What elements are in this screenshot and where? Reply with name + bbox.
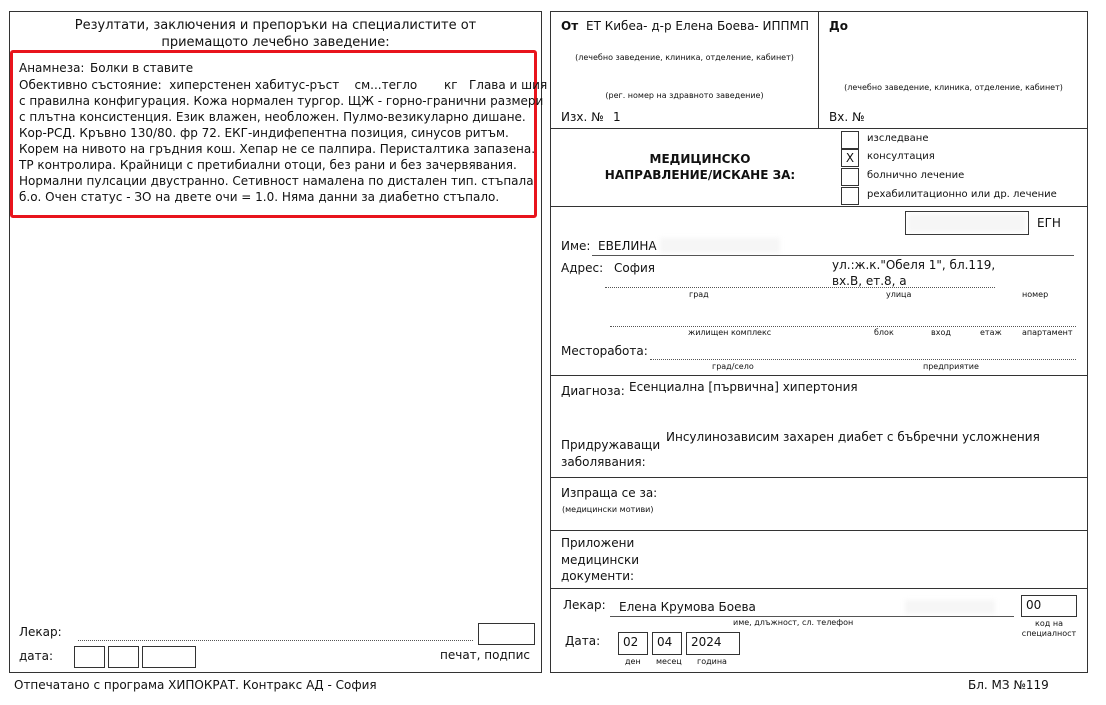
date-label: Дата: <box>565 634 601 648</box>
checkbox-consultation[interactable]: X <box>841 149 859 167</box>
left-date-day-box[interactable] <box>74 646 105 668</box>
option-consultation-label: консултация <box>867 151 935 162</box>
specialty-caption-line1: код на <box>1035 619 1063 628</box>
results-title-line1: Резултати, заключения и препоръки на специалистите от <box>74 18 477 33</box>
checkbox-examination[interactable] <box>841 131 859 149</box>
specialty-caption-line2: специалност <box>1021 629 1077 638</box>
diagnosis-value: Есенциална [първична] хипертония <box>629 380 858 394</box>
sent-for-caption: (медицински мотиви) <box>562 505 654 514</box>
cap-day: ден <box>625 657 641 666</box>
checkbox-rehabilitation[interactable] <box>841 187 859 205</box>
address-label: Адрес: <box>561 261 604 275</box>
status-line: с плътна консистенция. Език влажен, необложен. Пулмо-везикуларно дишане. <box>19 110 526 124</box>
cap-company: предприятие <box>923 362 979 371</box>
left-stamp-box <box>478 623 535 645</box>
name-value: ЕВЕЛИНА <box>598 239 657 253</box>
stamp-label: печат, подпис <box>440 648 531 662</box>
from-value: ЕТ Кибеа- д-р Елена Боева- ИППМП <box>586 19 809 33</box>
date-month-box[interactable]: 04 <box>652 632 682 655</box>
sent-for-label: Изпраща се за: <box>561 486 658 500</box>
checkbox-hospital-treatment[interactable] <box>841 168 859 186</box>
address-line <box>605 287 995 288</box>
attached-label-line3: документи: <box>561 569 635 583</box>
form-title-line1: МЕДИЦИНСКО <box>649 152 751 166</box>
address-city: София <box>614 261 655 275</box>
divider <box>550 128 1088 129</box>
left-date-year-box[interactable] <box>142 646 196 668</box>
divider <box>550 530 1088 531</box>
to-caption: (лечебно заведение, клиника, отделение, кабинет) <box>844 83 1063 92</box>
cap-town: град/село <box>712 362 754 371</box>
status-line: ТР контролира. Крайници с претибиални отоци, без рани и без зачервявания. <box>19 158 517 172</box>
doctor-underline <box>610 616 1014 617</box>
option-rehabilitation-label: рехабилитационно или др. лечение <box>867 189 1057 200</box>
doctor-value: Елена Крумова Боева <box>619 600 756 614</box>
egn-redacted <box>908 214 1026 232</box>
cap-apartment: апартамент <box>1022 328 1073 337</box>
anamnesis-label: Анамнеза: <box>19 61 85 75</box>
status-line: Корем на нивото на гръдния кош. Хепар не се палпира. Перисталтика запазена. <box>19 142 536 156</box>
comorbid-label-line2: заболявания: <box>561 455 646 469</box>
status-line: с правилна конфигурация. Кожа нормален тургор. ЩЖ - горно-гранични размери <box>19 94 544 108</box>
attached-label-line1: Приложени <box>561 536 635 550</box>
workplace-label: Месторабота: <box>561 344 648 358</box>
cap-city: град <box>689 290 709 299</box>
cap-complex: жилищен комплекс <box>688 328 772 337</box>
name-redacted <box>660 238 780 253</box>
status-line: Нормални пулсации двустранно. Сетивност намалена по дистален тип. стъпала <box>19 174 534 188</box>
address-street-line2: вх.В, ет.8, а <box>832 274 907 288</box>
left-doctor-label: Лекар: <box>19 625 62 639</box>
left-date-label: дата: <box>19 649 54 663</box>
from-caption: (лечебно заведение, клиника, отделение, кабинет) <box>575 53 794 62</box>
reg-caption: (рег. номер на здравното заведение) <box>605 91 764 100</box>
divider <box>550 588 1088 589</box>
option-examination-label: изследване <box>867 133 929 144</box>
name-underline <box>592 255 1074 256</box>
from-to-divider <box>818 11 819 128</box>
complex-line <box>610 326 1076 327</box>
printed-by-footer: Отпечатано с програма ХИПОКРАТ. Контракс АД - София <box>14 678 377 692</box>
cap-number: номер <box>1022 290 1049 299</box>
date-year-box[interactable]: 2024 <box>686 632 740 655</box>
cap-entrance: вход <box>931 328 951 337</box>
anamnesis-value: Болки в ставите <box>90 61 194 75</box>
address-street-line1: ул.:ж.к."Обеля 1", бл.119, <box>832 258 996 272</box>
out-no-label: Изх. № <box>561 110 604 124</box>
form-title-line2: НАПРАВЛЕНИЕ/ИСКАНЕ ЗА: <box>604 168 796 182</box>
comorbid-value: Инсулинозависим захарен диабет с бъбречни усложнения <box>666 430 1040 444</box>
date-day-box[interactable]: 02 <box>618 632 648 655</box>
cap-floor: етаж <box>980 328 1002 337</box>
status-line: Кор-РСД. Кръвно 130/80. фр 72. ЕКГ-индифепентна позиция, синусов ритъм. <box>19 126 509 140</box>
specialty-code-box[interactable]: 00 <box>1021 595 1077 617</box>
workplace-line <box>650 359 1076 360</box>
to-label: До <box>829 19 848 33</box>
doctor-label: Лекар: <box>563 598 606 612</box>
name-label: Име: <box>561 239 591 253</box>
divider <box>550 477 1088 478</box>
left-date-month-box[interactable] <box>108 646 139 668</box>
cap-year: година <box>697 657 727 666</box>
doctor-caption: име, длъжност, сл. телефон <box>733 618 854 627</box>
egn-label: ЕГН <box>1037 216 1061 230</box>
results-title-line2: приемащото лечебно заведение: <box>161 35 390 50</box>
cap-block: блок <box>874 328 894 337</box>
form-number-footer: Бл. МЗ №119 <box>968 678 1049 692</box>
diagnosis-label: Диагноза: <box>561 384 625 398</box>
left-doctor-line <box>78 640 473 641</box>
phone-redacted <box>905 600 995 614</box>
cap-street: улица <box>886 290 912 299</box>
divider <box>550 206 1088 207</box>
cap-month: месец <box>656 657 682 666</box>
status-line: б.о. Очен статус - ЗО на двете очи = 1.0. Няма данни за диабетно стъпало. <box>19 190 500 204</box>
divider <box>550 375 1088 376</box>
out-no-value: 1 <box>613 110 621 124</box>
in-no-label: Вх. № <box>829 110 865 124</box>
from-label: От <box>561 19 579 33</box>
comorbid-label-line1: Придружаващи <box>561 438 661 452</box>
option-hospital-label: болнично лечение <box>867 170 965 181</box>
status-line: Обективно състояние: хиперстенен хабитус-ръст см...тегло кг Глава и шия <box>19 78 548 92</box>
attached-label-line2: медицински <box>561 553 639 567</box>
